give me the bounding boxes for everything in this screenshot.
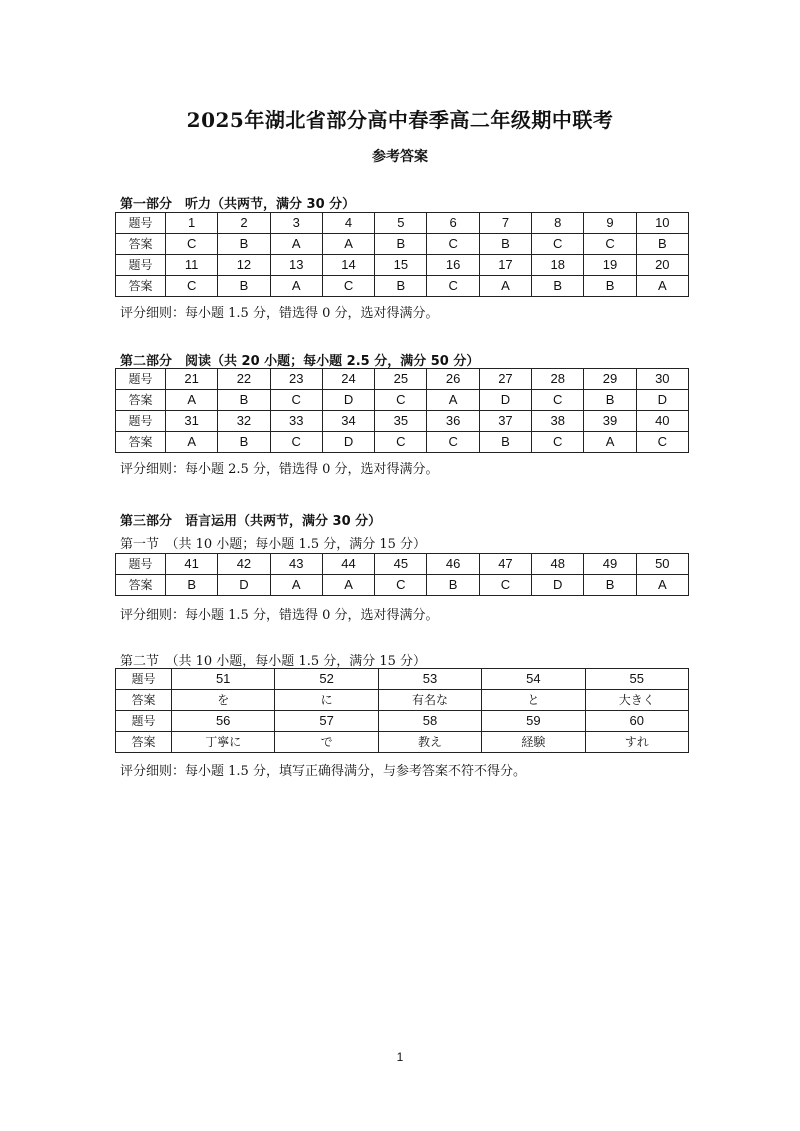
answer-cell: C	[427, 432, 479, 453]
answer-row	[116, 276, 689, 297]
answer-cell: B	[218, 390, 270, 411]
question-number-cell: 5	[375, 213, 427, 234]
question-number-cell: 40	[636, 411, 688, 432]
answer-cell: C	[636, 432, 688, 453]
answer-cell: で	[275, 732, 378, 753]
answer-cell: C	[375, 432, 427, 453]
question-number-cell: 34	[322, 411, 374, 432]
question-number-cell: 22	[218, 369, 270, 390]
answer-cell: B	[375, 234, 427, 255]
question-label: 题号	[116, 711, 172, 732]
question-number-cell: 51	[172, 669, 275, 690]
question-number-cell: 17	[479, 255, 531, 276]
question-number-cell: 25	[375, 369, 427, 390]
question-number-row	[116, 711, 689, 732]
part1-answer-table	[115, 212, 689, 297]
part3-section1-scoring-note: 评分细则：每小题 1.5 分，错选得 0 分，选对得满分。	[120, 608, 439, 623]
answer-label: 答案	[116, 276, 166, 297]
answer-cell: C	[532, 234, 584, 255]
answer-cell: を	[172, 690, 275, 711]
question-number-cell: 49	[584, 554, 636, 575]
question-number-cell: 55	[585, 669, 688, 690]
question-number-cell: 44	[322, 554, 374, 575]
answer-label: 答案	[116, 390, 166, 411]
answer-cell: A	[270, 575, 322, 596]
question-number-cell: 42	[218, 554, 270, 575]
answer-cell: B	[636, 234, 688, 255]
answer-cell: A	[322, 234, 374, 255]
question-number-cell: 50	[636, 554, 688, 575]
answer-label: 答案	[116, 690, 172, 711]
answer-cell: 大きく	[585, 690, 688, 711]
answer-cell: 丁寧に	[172, 732, 275, 753]
answer-cell: D	[322, 390, 374, 411]
answer-cell: C	[532, 432, 584, 453]
answer-cell: B	[584, 390, 636, 411]
question-number-row	[116, 411, 689, 432]
question-number-cell: 4	[322, 213, 374, 234]
question-number-cell: 52	[275, 669, 378, 690]
answer-cell: C	[584, 234, 636, 255]
answer-cell: B	[532, 276, 584, 297]
question-number-row	[116, 669, 689, 690]
question-number-cell: 14	[322, 255, 374, 276]
question-number-cell: 15	[375, 255, 427, 276]
question-number-cell: 28	[532, 369, 584, 390]
question-number-cell: 29	[584, 369, 636, 390]
answer-cell: に	[275, 690, 378, 711]
part2-scoring-note: 评分细则：每小题 2.5 分，错选得 0 分，选对得满分。	[120, 462, 439, 477]
answer-cell: 経験	[482, 732, 585, 753]
question-number-cell: 60	[585, 711, 688, 732]
question-number-cell: 10	[636, 213, 688, 234]
answer-cell: B	[166, 575, 218, 596]
answer-cell: B	[218, 234, 270, 255]
question-number-cell: 30	[636, 369, 688, 390]
part1-scoring-note: 评分细则：每小题 1.5 分，错选得 0 分，选对得满分。	[120, 306, 439, 321]
question-number-cell: 7	[479, 213, 531, 234]
answer-cell: A	[166, 432, 218, 453]
answer-cell: C	[479, 575, 531, 596]
question-number-cell: 48	[532, 554, 584, 575]
answer-row	[116, 732, 689, 753]
question-number-cell: 19	[584, 255, 636, 276]
part2-heading: 第二部分 阅读（共 20 小题；每小题 2.5 分，满分 50 分）	[120, 354, 480, 369]
question-number-cell: 20	[636, 255, 688, 276]
page-subtitle: 参考答案	[372, 149, 428, 165]
part3-section1-heading: 第一节 （共 10 小题；每小题 1.5 分，满分 15 分）	[120, 537, 427, 552]
question-number-cell: 8	[532, 213, 584, 234]
answer-cell: A	[322, 575, 374, 596]
part3-section2-answer-table	[115, 668, 689, 753]
answer-row	[116, 234, 689, 255]
question-number-cell: 6	[427, 213, 479, 234]
question-number-cell: 39	[584, 411, 636, 432]
answer-row	[116, 390, 689, 411]
answer-cell: A	[427, 390, 479, 411]
answer-cell: C	[166, 276, 218, 297]
question-number-cell: 59	[482, 711, 585, 732]
question-number-row	[116, 369, 689, 390]
part2-answer-table	[115, 368, 689, 453]
question-number-cell: 24	[322, 369, 374, 390]
part3-section2-scoring-note: 评分细则：每小题 1.5 分，填写正确得满分，与参考答案不符不得分。	[120, 764, 526, 779]
part3-section1-answer-table	[115, 553, 689, 596]
question-number-cell: 45	[375, 554, 427, 575]
answer-cell: B	[479, 432, 531, 453]
question-label: 题号	[116, 369, 166, 390]
question-label: 题号	[116, 255, 166, 276]
question-number-cell: 26	[427, 369, 479, 390]
answer-row	[116, 575, 689, 596]
answer-cell: すれ	[585, 732, 688, 753]
question-label: 题号	[116, 213, 166, 234]
answer-cell: A	[270, 234, 322, 255]
answer-cell: C	[532, 390, 584, 411]
answer-cell: D	[532, 575, 584, 596]
question-number-cell: 36	[427, 411, 479, 432]
question-label: 题号	[116, 669, 172, 690]
answer-cell: B	[218, 276, 270, 297]
page-number: 1	[396, 1050, 404, 1064]
answer-row	[116, 432, 689, 453]
question-number-cell: 2	[218, 213, 270, 234]
part3-section2-heading: 第二节 （共 10 小题，每小题 1.5 分，满分 15 分）	[120, 654, 427, 669]
question-number-cell: 31	[166, 411, 218, 432]
answer-cell: A	[270, 276, 322, 297]
question-number-cell: 46	[427, 554, 479, 575]
answer-cell: 有名な	[378, 690, 481, 711]
question-number-cell: 3	[270, 213, 322, 234]
question-number-cell: 56	[172, 711, 275, 732]
answer-cell: C	[375, 575, 427, 596]
answer-cell: A	[636, 276, 688, 297]
question-number-cell: 58	[378, 711, 481, 732]
answer-cell: D	[218, 575, 270, 596]
question-number-cell: 23	[270, 369, 322, 390]
question-label: 题号	[116, 411, 166, 432]
answer-label: 答案	[116, 732, 172, 753]
part3-heading: 第三部分 语言运用（共两节，满分 30 分）	[120, 514, 382, 529]
question-number-cell: 43	[270, 554, 322, 575]
question-number-cell: 21	[166, 369, 218, 390]
answer-cell: B	[584, 276, 636, 297]
answer-cell: D	[636, 390, 688, 411]
answer-cell: C	[270, 390, 322, 411]
question-number-cell: 16	[427, 255, 479, 276]
question-number-cell: 35	[375, 411, 427, 432]
answer-cell: B	[479, 234, 531, 255]
part1-heading: 第一部分 听力（共两节，满分 30 分）	[120, 197, 356, 212]
answer-label: 答案	[116, 432, 166, 453]
question-number-cell: 13	[270, 255, 322, 276]
question-number-row	[116, 255, 689, 276]
answer-cell: A	[636, 575, 688, 596]
question-number-cell: 12	[218, 255, 270, 276]
answer-cell: B	[584, 575, 636, 596]
answer-cell: B	[375, 276, 427, 297]
question-number-cell: 32	[218, 411, 270, 432]
answer-cell: A	[479, 276, 531, 297]
question-number-cell: 53	[378, 669, 481, 690]
answer-cell: C	[427, 276, 479, 297]
question-number-cell: 33	[270, 411, 322, 432]
answer-cell: D	[479, 390, 531, 411]
question-number-cell: 41	[166, 554, 218, 575]
question-number-cell: 9	[584, 213, 636, 234]
answer-cell: B	[218, 432, 270, 453]
question-number-cell: 27	[479, 369, 531, 390]
question-number-cell: 37	[479, 411, 531, 432]
answer-cell: C	[375, 390, 427, 411]
question-number-cell: 57	[275, 711, 378, 732]
answer-cell: C	[166, 234, 218, 255]
question-number-cell: 47	[479, 554, 531, 575]
question-number-cell: 11	[166, 255, 218, 276]
answer-cell: A	[166, 390, 218, 411]
answer-label: 答案	[116, 234, 166, 255]
answer-cell: B	[427, 575, 479, 596]
page-title: 2025年湖北省部分高中春季高二年级期中联考	[186, 108, 614, 132]
answer-cell: C	[270, 432, 322, 453]
question-label: 题号	[116, 554, 166, 575]
answer-cell: C	[427, 234, 479, 255]
question-number-cell: 38	[532, 411, 584, 432]
answer-cell: 教え	[378, 732, 481, 753]
question-number-cell: 1	[166, 213, 218, 234]
question-number-cell: 54	[482, 669, 585, 690]
answer-cell: D	[322, 432, 374, 453]
question-number-cell: 18	[532, 255, 584, 276]
answer-cell: C	[322, 276, 374, 297]
answer-cell: A	[584, 432, 636, 453]
question-number-row	[116, 213, 689, 234]
answer-label: 答案	[116, 575, 166, 596]
answer-row	[116, 690, 689, 711]
question-number-row	[116, 554, 689, 575]
answer-cell: と	[482, 690, 585, 711]
